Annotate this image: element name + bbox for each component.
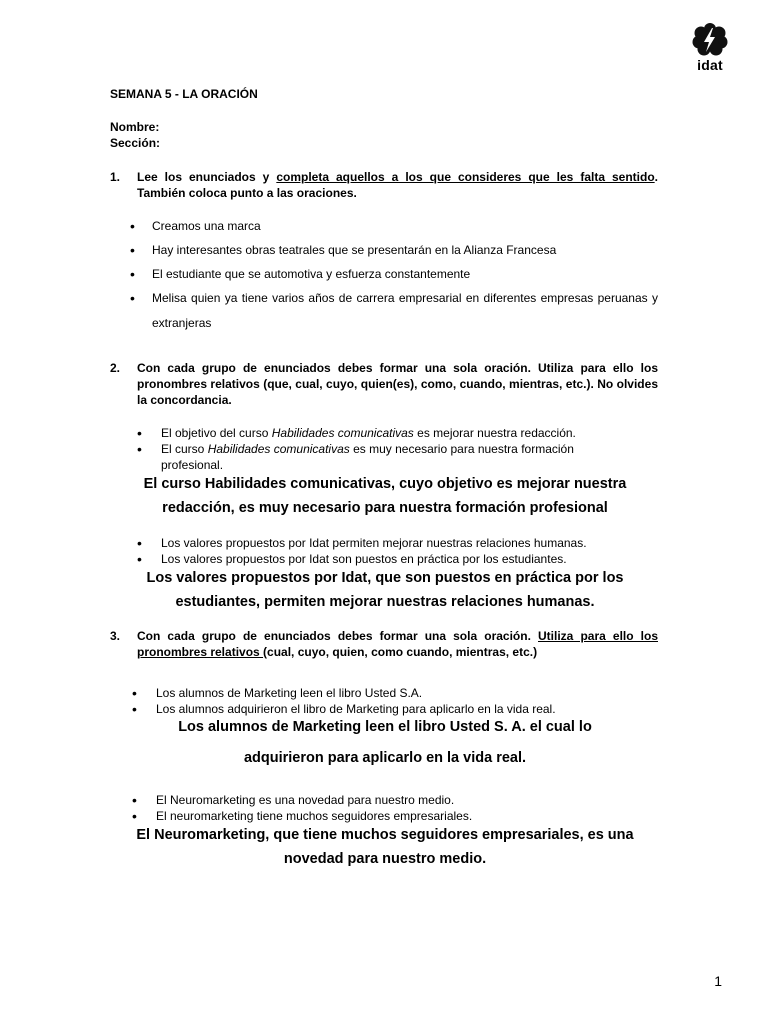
name-field-label: Nombre: xyxy=(110,120,160,134)
list-item: • Los valores propuestos por Idat son puestos en práctica por los estudiantes. xyxy=(161,551,661,567)
question-2-text: Con cada grupo de enunciados debes formar una sola oración. Utiliza para ello los pronombres relativos (que, cual, cuyo, quien(es), como, cuando, mientras, etc.). No olvides la concordancia. xyxy=(137,361,658,407)
answer-line: novedad para nuestro medio. xyxy=(283,851,487,867)
list-item: • El curso Habilidades comunicativas es muy necesario para nuestra formación profesional. xyxy=(161,441,621,473)
answer-line: redacción, es muy necesario para nuestra formación profesional xyxy=(162,500,608,516)
list-item: • Melisa quien ya tiene varios años de carrera empresarial en diferentes empresas peruanas y extranjeras xyxy=(152,286,658,336)
answer-line: estudiantes, permiten mejorar nuestras relaciones humanas. xyxy=(175,594,595,610)
question-3 xyxy=(110,628,658,660)
question-2-group-1-list xyxy=(161,425,621,473)
idat-logo xyxy=(688,22,732,73)
question-number: 1. xyxy=(110,170,121,184)
list-item: • El Neuromarketing es una novedad para nuestro medio. xyxy=(156,792,656,808)
answer-line: Los alumnos de Marketing leen el libro Usted S. A. el cual lo xyxy=(178,719,592,735)
question-number: 2. xyxy=(110,361,121,375)
brain-bolt-icon xyxy=(692,22,728,58)
answer-line: El curso Habilidades comunicativas, cuyo objetivo es mejorar nuestra xyxy=(143,476,627,492)
question-2 xyxy=(110,360,658,408)
question-3-text: Con cada grupo de enunciados debes formar una sola oración. Utiliza para ello los pronombres relativos (cual, cuyo, quien, como cuando, mientras, etc.) xyxy=(137,629,658,659)
list-item: • Hay interesantes obras teatrales que se presentarán en la Alianza Francesa xyxy=(152,242,658,258)
question-2-group-2-list xyxy=(161,535,661,567)
answer-line: Los valores propuestos por Idat, que son puestos en práctica por los xyxy=(146,570,624,586)
page-title: SEMANA 5 - LA ORACIÓN xyxy=(110,87,258,101)
answer-line: adquirieron para aplicarlo en la vida real. xyxy=(243,750,527,766)
question-3-group-1-list xyxy=(156,685,656,717)
question-3-group-2-list xyxy=(156,792,656,824)
list-item: • Los alumnos de Marketing leen el libro Usted S.A. xyxy=(156,685,656,701)
list-item: • Los valores propuestos por Idat permiten mejorar nuestras relaciones humanas. xyxy=(161,535,661,551)
question-1-list xyxy=(152,218,658,344)
list-item: • Los alumnos adquirieron el libro de Marketing para aplicarlo en la vida real. xyxy=(156,701,656,717)
section-field-label: Sección: xyxy=(110,136,161,150)
list-item: • El estudiante que se automotiva y esfuerza constantemente xyxy=(152,266,658,282)
answer-line: El Neuromarketing, que tiene muchos seguidores empresariales, es una xyxy=(136,827,634,843)
list-item: • Creamos una marca xyxy=(152,218,658,234)
page-number: 1 xyxy=(714,973,722,989)
list-item: • El neuromarketing tiene muchos seguidores empresariales. xyxy=(156,808,656,824)
question-1-text: Lee los enunciados y completa aquellos a los que consideres que les falta sentido. También coloca punto a las oraciones. xyxy=(137,170,658,200)
question-number: 3. xyxy=(110,629,121,643)
question-1 xyxy=(110,169,658,201)
list-item: • El objetivo del curso Habilidades comunicativas es mejorar nuestra redacción. xyxy=(161,425,621,441)
logo-text: idat xyxy=(697,57,723,73)
